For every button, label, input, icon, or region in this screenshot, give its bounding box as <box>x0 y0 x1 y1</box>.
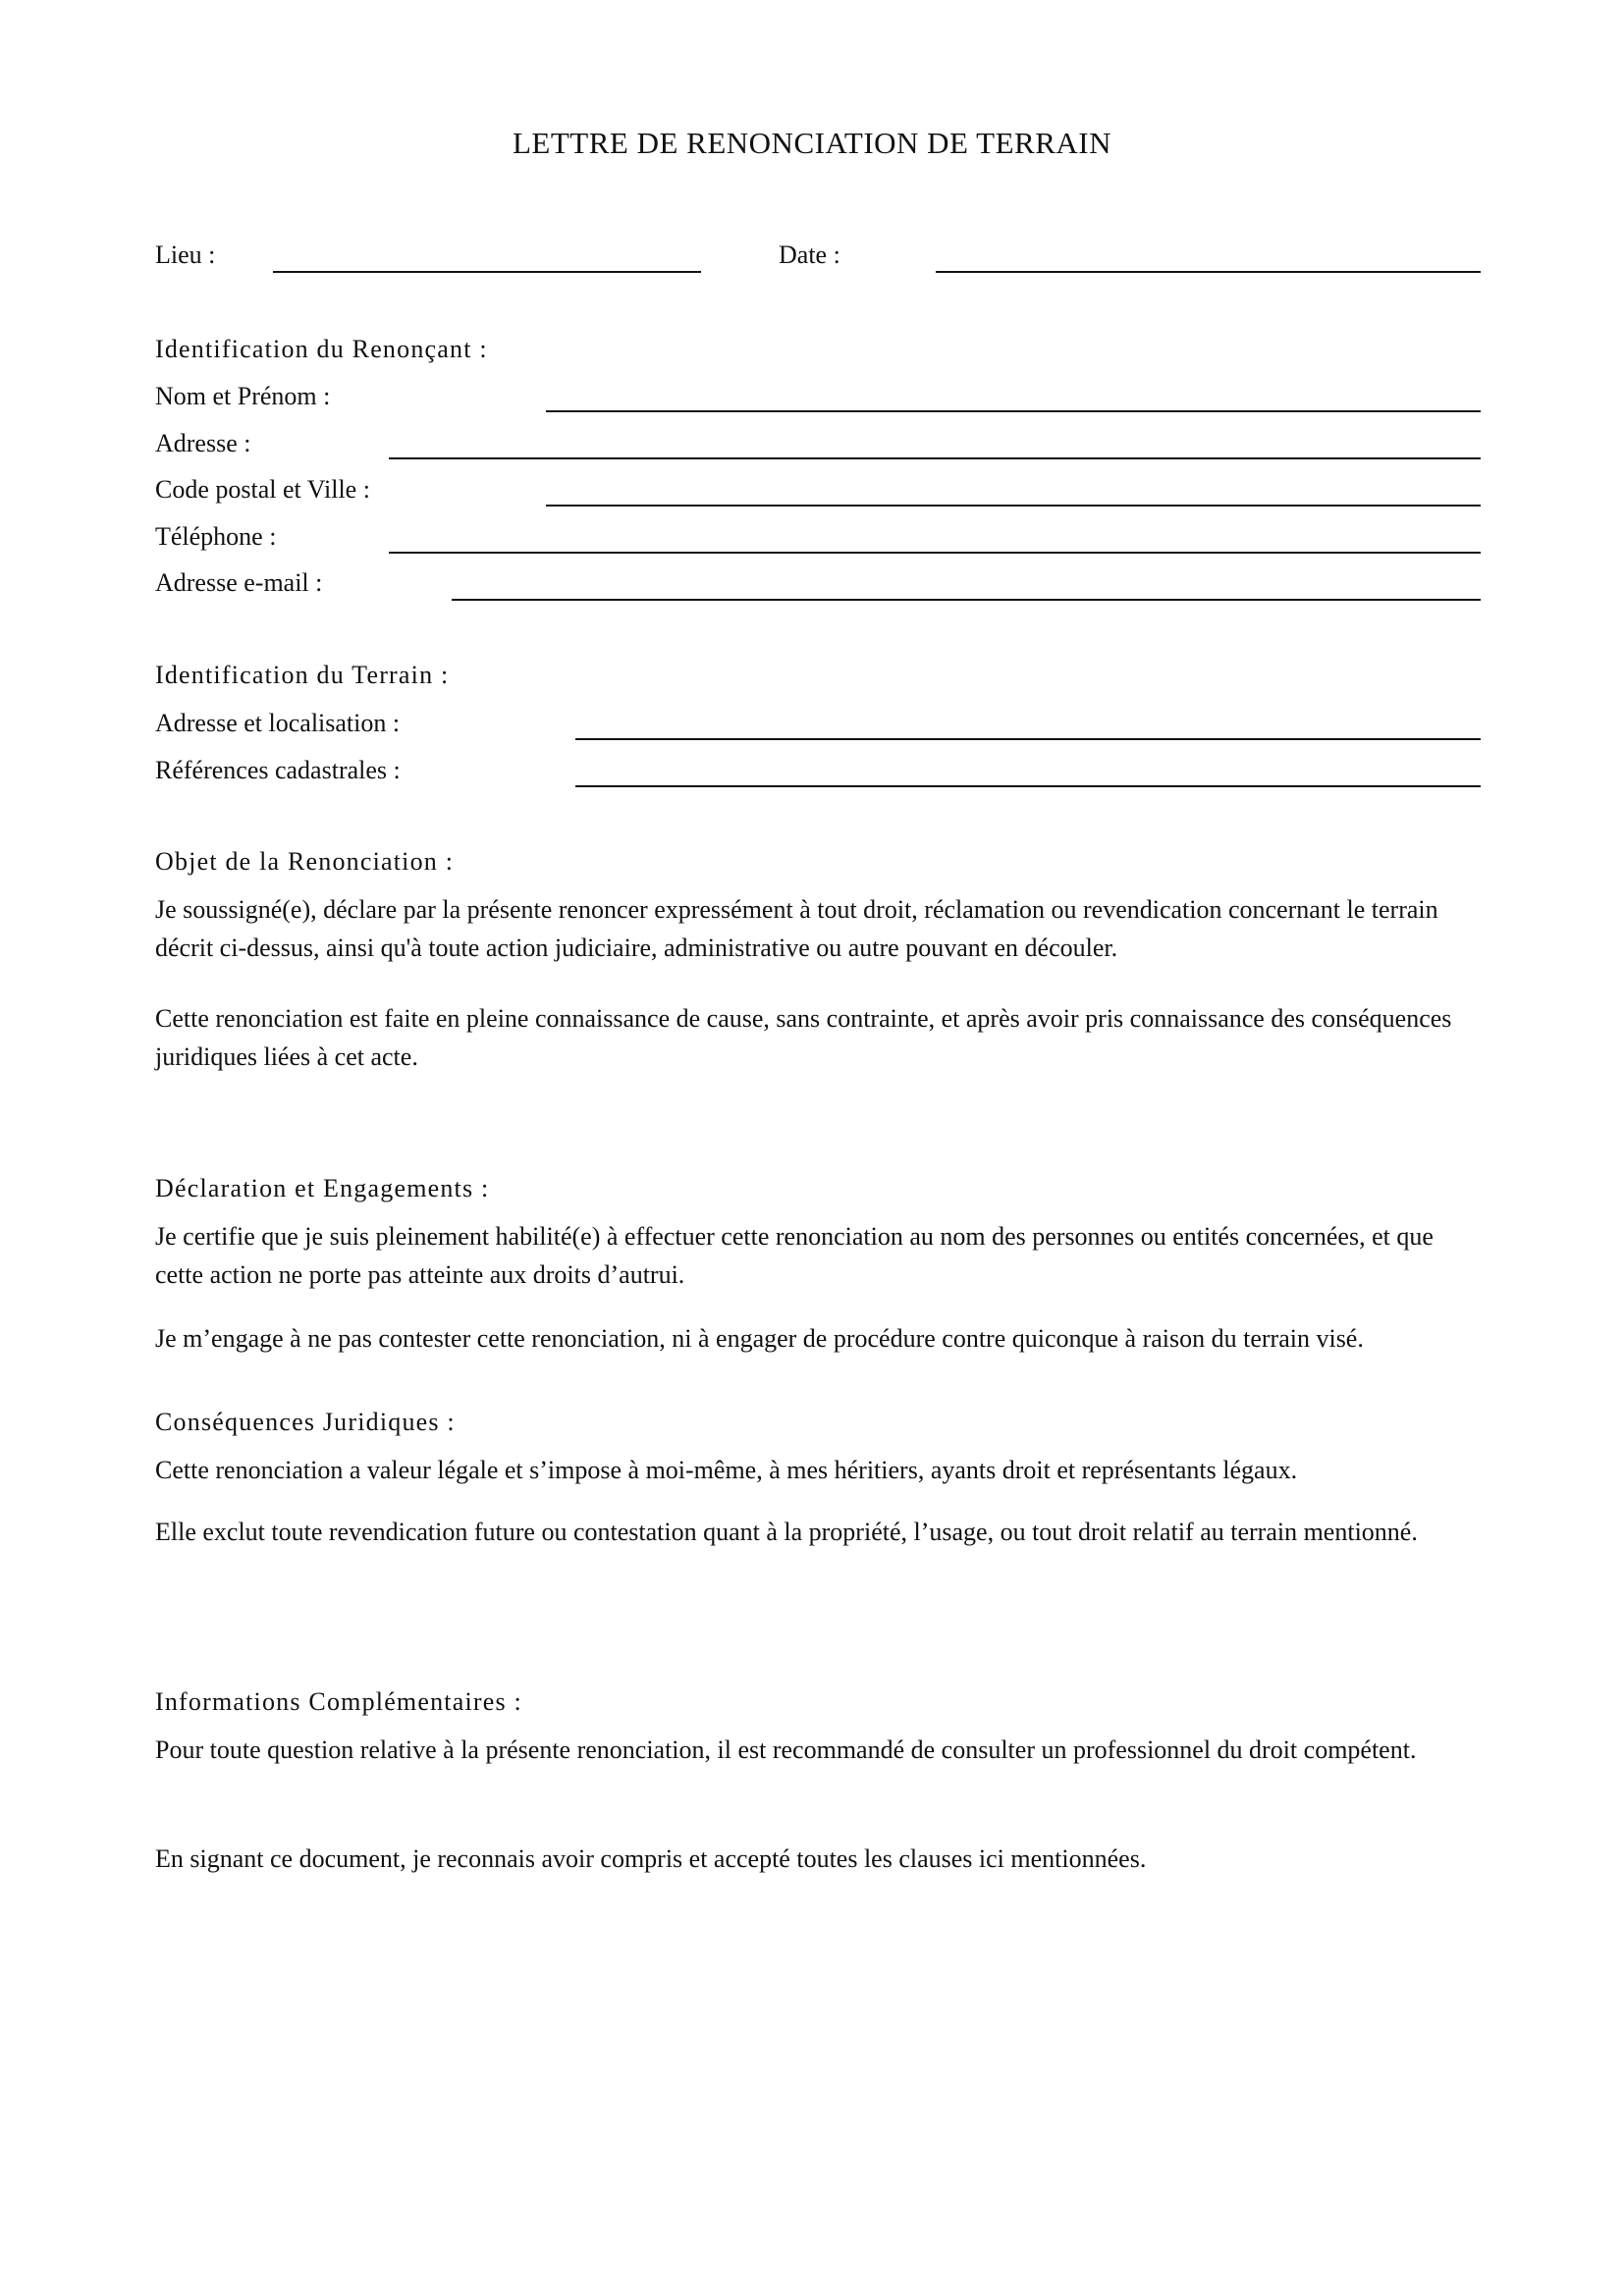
nom-field-line[interactable] <box>546 410 1481 412</box>
consequences-paragraph-1: Cette renonciation a valeur légale et s’impose à moi-même, à mes héritiers, ayants droit et représentants légaux. <box>155 1456 1298 1484</box>
terrain-adresse-field-line[interactable] <box>575 738 1481 740</box>
renoncant-heading: Identification du Renonçant : <box>155 335 488 363</box>
date-field-line[interactable] <box>936 271 1481 273</box>
code-postal-label: Code postal et Ville : <box>155 475 370 504</box>
document-title: LETTRE DE RENONCIATION DE TERRAIN <box>512 126 1112 160</box>
declaration-heading: Déclaration et Engagements : <box>155 1174 490 1202</box>
date-label: Date : <box>779 240 840 269</box>
objet-paragraph-2: Cette renonciation est faite en pleine connaissance de cause, sans contrainte, et après avoir pris connaissance des conséquences juridiques liées à cet acte. <box>155 1004 1452 1071</box>
code-postal-field-line[interactable] <box>546 505 1481 507</box>
email-field-line[interactable] <box>452 599 1481 601</box>
cadastre-field-line[interactable] <box>575 785 1481 787</box>
telephone-label: Téléphone : <box>155 522 277 551</box>
adresse-label: Adresse : <box>155 429 251 457</box>
lieu-label: Lieu : <box>155 240 216 269</box>
declaration-paragraph-1: Je certifie que je suis pleinement habilité(e) à effectuer cette renonciation au nom des personnes ou entités concernées, et que cette action ne porte pas atteinte aux droits d’autrui. <box>155 1222 1434 1289</box>
objet-heading: Objet de la Renonciation : <box>155 847 455 876</box>
informations-heading: Informations Complémentaires : <box>155 1687 522 1716</box>
consequences-paragraph-2: Elle exclut toute revendication future ou contestation quant à la propriété, l’usage, ou tout droit relatif au terrain mentionné. <box>155 1518 1418 1546</box>
objet-paragraph-1: Je soussigné(e), déclare par la présente renoncer expressément à tout droit, réclamation ou revendication concernant le terrain décrit ci-dessus, ainsi qu'à toute action judiciaire, administrative ou autre pouvant en découler. <box>155 895 1438 962</box>
terrain-heading: Identification du Terrain : <box>155 661 450 689</box>
declaration-paragraph-2: Je m’engage à ne pas contester cette renonciation, ni à engager de procédure contre quiconque à raison du terrain visé. <box>155 1324 1364 1353</box>
terrain-adresse-label: Adresse et localisation : <box>155 709 401 737</box>
informations-paragraph-1: Pour toute question relative à la présente renonciation, il est recommandé de consulter un professionnel du droit compétent. <box>155 1735 1417 1764</box>
cadastre-label: Références cadastrales : <box>155 756 401 784</box>
lieu-field-line[interactable] <box>273 271 701 273</box>
email-label: Adresse e-mail : <box>155 568 323 597</box>
nom-label: Nom et Prénom : <box>155 382 331 410</box>
adresse-field-line[interactable] <box>389 457 1481 459</box>
telephone-field-line[interactable] <box>389 552 1481 554</box>
informations-paragraph-2: En signant ce document, je reconnais avoir compris et accepté toutes les clauses ici mentionnées. <box>155 1844 1147 1873</box>
consequences-heading: Conséquences Juridiques : <box>155 1408 456 1436</box>
